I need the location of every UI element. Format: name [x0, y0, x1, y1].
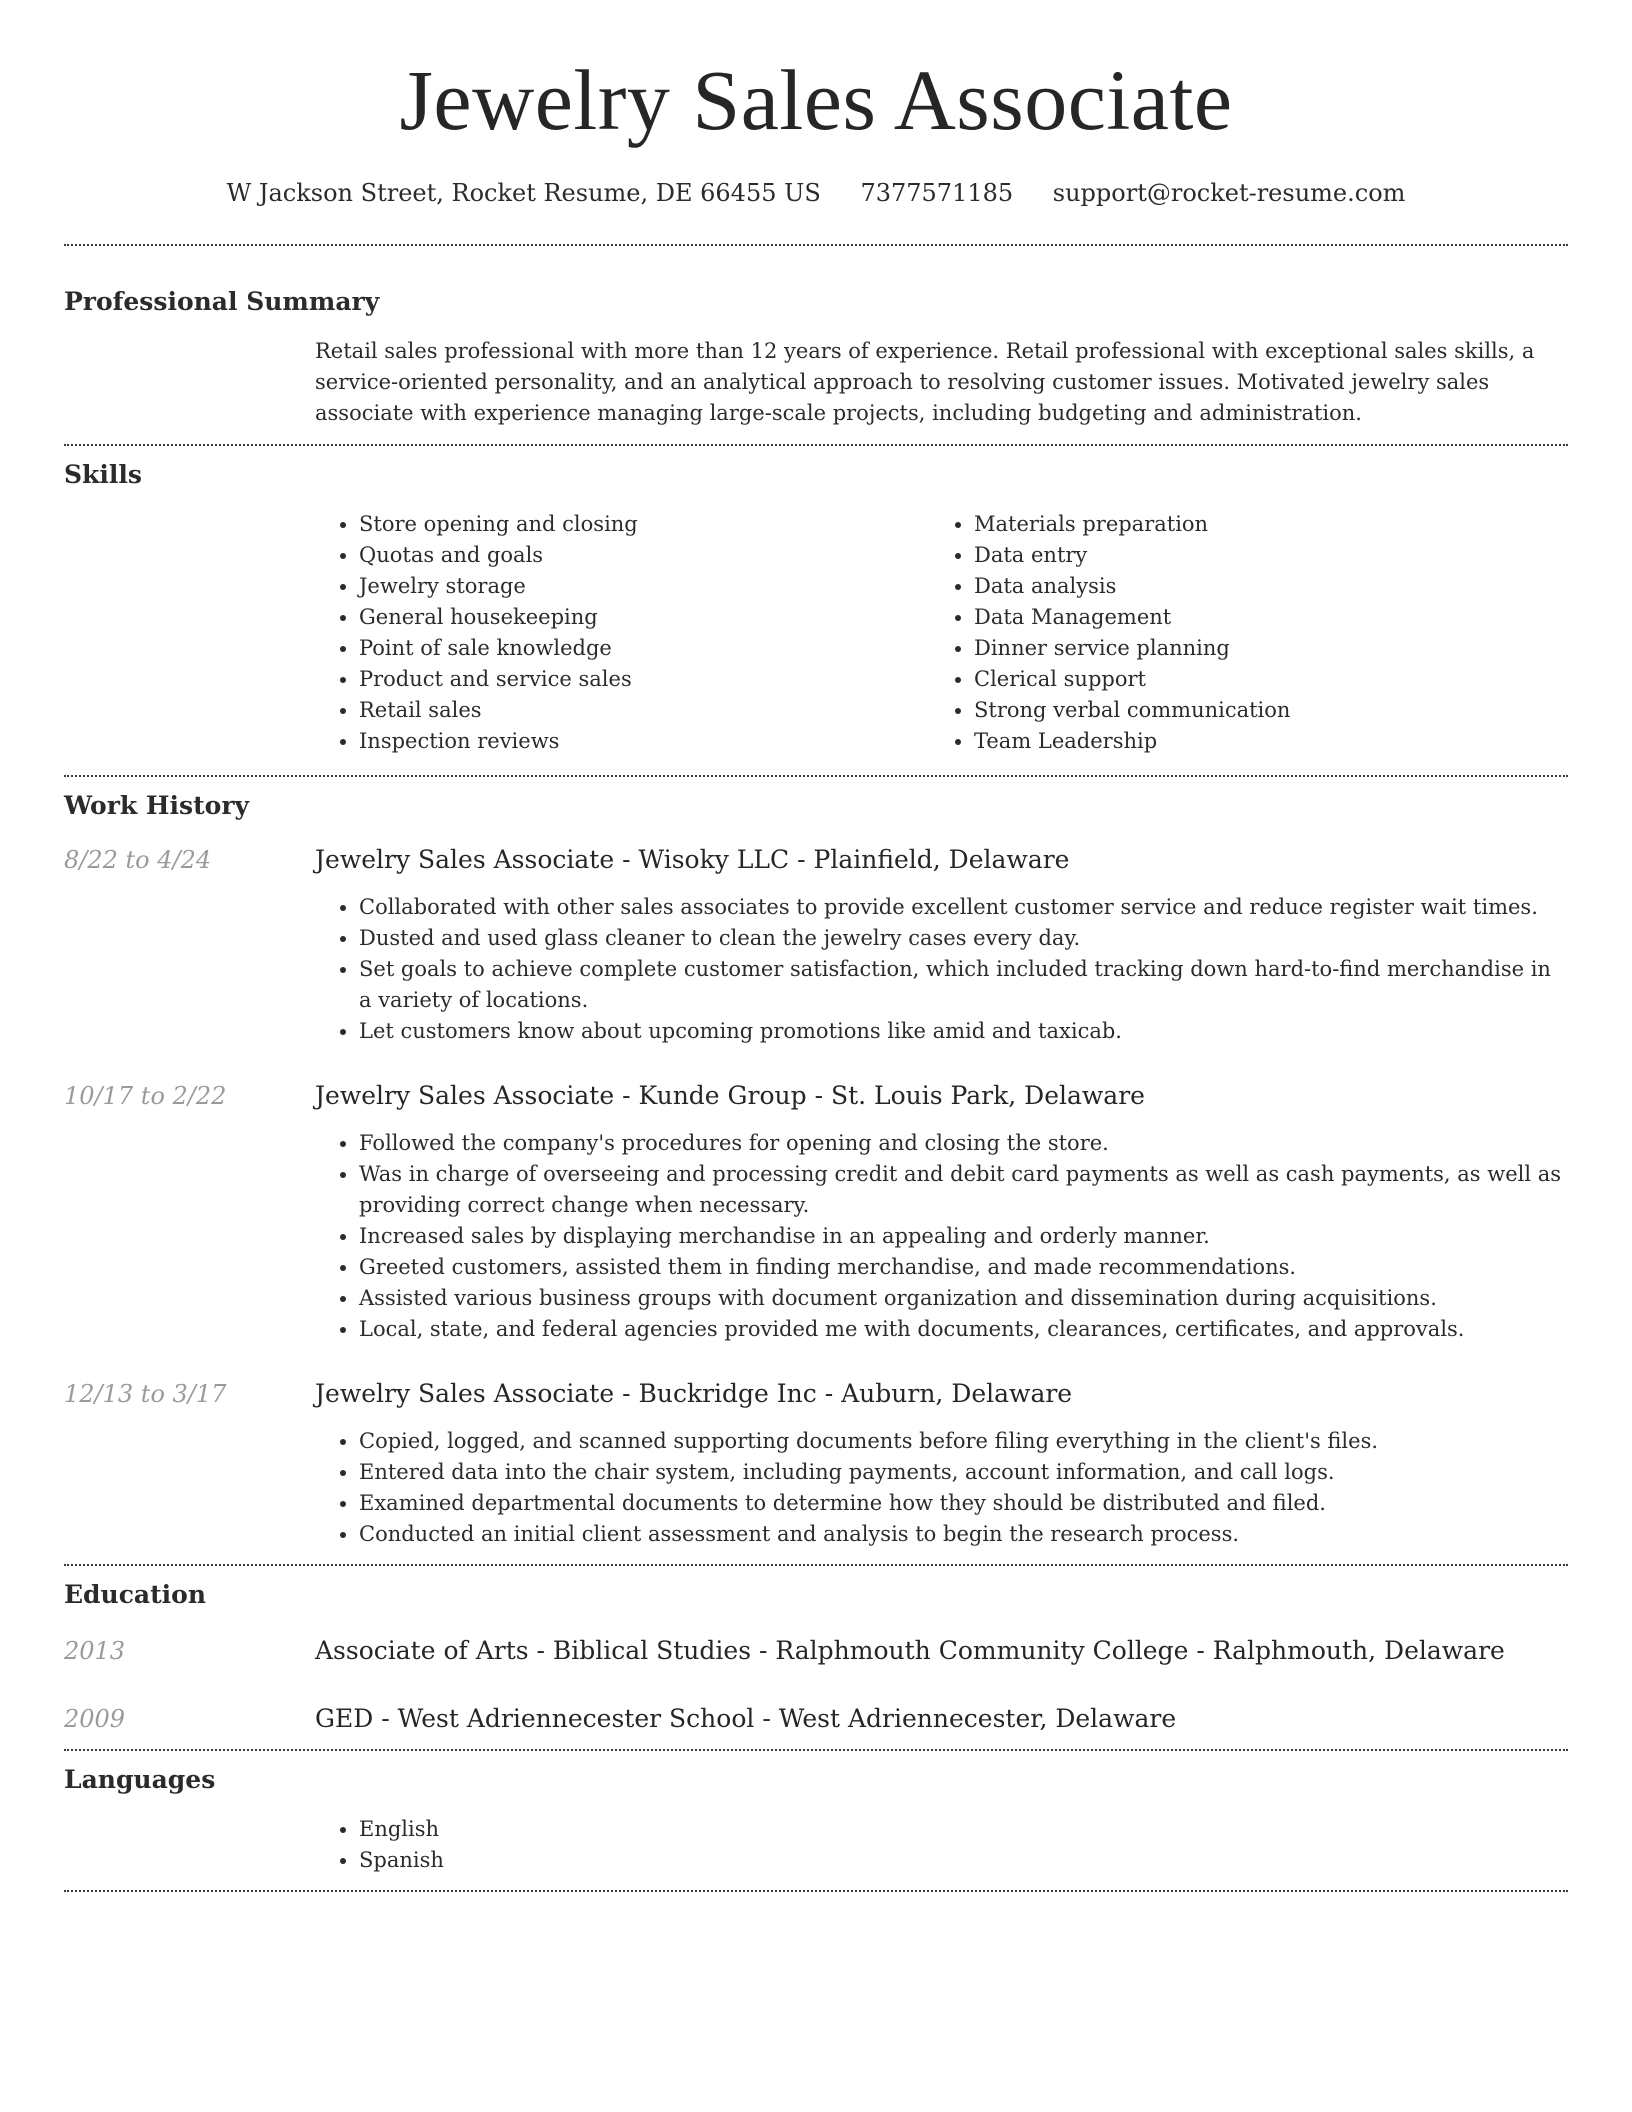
education-entry: [64, 1703, 1568, 1735]
languages-title: Languages: [64, 1765, 216, 1794]
education-section: [64, 1566, 1568, 1749]
summary-text: Retail sales professional with more than 12 years of experience. Retail professional with exceptional sales skills, a service-oriented personality, and an analytical approach to resolving customer issues. Motivated jewelry sales associate with experience managing large-scale projects, including budgeting and administration.: [315, 339, 1535, 425]
work-history-title: Work History: [64, 791, 250, 820]
skills-section: [64, 446, 1568, 757]
skill-item: • Data entry: [974, 540, 1545, 571]
job-dates: 8/22 to 4/24: [64, 846, 212, 874]
job-bullet: • Greeted customers, assisted them in finding merchandise, and made recommendations.: [359, 1252, 1568, 1283]
job-heading: Jewelry Sales Associate - Wisoky LLC - Plainfield, Delaware: [315, 845, 1070, 874]
resume-name: Jewelry Sales Associate: [399, 52, 1233, 148]
skills-list-right: [930, 509, 1545, 757]
job-bullet: • Let customers know about upcoming promotions like amid and taxicab.: [359, 1016, 1568, 1047]
job-bullet: • Increased sales by displaying merchandise in an appealing and orderly manner.: [359, 1221, 1568, 1252]
contact-phone: 7377571185: [860, 179, 1014, 207]
contact-line: [64, 178, 1568, 208]
job-bullet: • Copied, logged, and scanned supporting documents before filing everything in the client's files.: [359, 1426, 1568, 1457]
job-bullet: • Conducted an initial client assessment and analysis to begin the research process.: [359, 1519, 1568, 1550]
skill-item: • Store opening and closing: [359, 509, 930, 540]
contact-address: W Jackson Street, Rocket Resume, DE 66455 US: [226, 179, 821, 207]
skill-item: • Team Leadership: [974, 726, 1545, 757]
work-history-section: [64, 777, 1568, 1564]
resume-page: [64, 0, 1568, 1892]
job-bullet: • Followed the company's procedures for opening and closing the store.: [359, 1128, 1568, 1159]
education-year: 2009: [64, 1705, 126, 1733]
education-heading: GED - West Adriennecester School - West Adriennecester, Delaware: [315, 1704, 1177, 1733]
job-heading: Jewelry Sales Associate - Buckridge Inc - Auburn, Delaware: [315, 1379, 1073, 1408]
job-bullet: • Set goals to achieve complete customer satisfaction, which included tracking down hard-to-find merchandise in a variety of locations.: [359, 954, 1568, 1016]
skill-item: • Retail sales: [359, 695, 930, 726]
job-dates: 12/13 to 3/17: [64, 1380, 227, 1408]
education-year: 2013: [64, 1637, 126, 1665]
job-heading: Jewelry Sales Associate - Kunde Group - St. Louis Park, Delaware: [315, 1081, 1145, 1110]
job-bullets: [315, 1426, 1568, 1550]
job-dates: 10/17 to 2/22: [64, 1082, 227, 1110]
language-item: • Spanish: [359, 1845, 1568, 1876]
job-entry: [64, 1378, 1568, 1550]
job-bullet: • Dusted and used glass cleaner to clean the jewelry cases every day.: [359, 923, 1568, 954]
skill-item: • Clerical support: [974, 664, 1545, 695]
skill-item: • Materials preparation: [974, 509, 1545, 540]
skills-list-left: [315, 509, 930, 757]
job-entry: [64, 1080, 1568, 1345]
job-bullet: • Entered data into the chair system, including payments, account information, and call logs.: [359, 1457, 1568, 1488]
summary-title: Professional Summary: [64, 287, 380, 316]
job-bullet: • Examined departmental documents to determine how they should be distributed and filed.: [359, 1488, 1568, 1519]
skill-item: • Dinner service planning: [974, 633, 1545, 664]
job-bullet: • Local, state, and federal agencies provided me with documents, clearances, certificates, and approvals.: [359, 1314, 1568, 1345]
job-bullets: [315, 1128, 1568, 1345]
skill-item: • Strong verbal communication: [974, 695, 1545, 726]
languages-list: [315, 1814, 1568, 1876]
education-heading: Associate of Arts - Biblical Studies - Ralphmouth Community College - Ralphmouth, Delaware: [315, 1636, 1505, 1665]
skill-item: • Data analysis: [974, 571, 1545, 602]
contact-email: support@rocket-resume.com: [1052, 179, 1406, 207]
job-entry: [64, 844, 1568, 1047]
summary-section: [64, 246, 1568, 429]
languages-section: [64, 1751, 1568, 1876]
education-entry: [64, 1635, 1568, 1667]
skill-item: • Quotas and goals: [359, 540, 930, 571]
job-bullets: [315, 892, 1568, 1047]
section-divider: [64, 1890, 1568, 1892]
language-item: • English: [359, 1814, 1568, 1845]
job-bullet: • Collaborated with other sales associates to provide excellent customer service and reduce register wait times.: [359, 892, 1568, 923]
skill-item: • General housekeeping: [359, 602, 930, 633]
skill-item: • Jewelry storage: [359, 571, 930, 602]
skill-item: • Inspection reviews: [359, 726, 930, 757]
skill-item: • Product and service sales: [359, 664, 930, 695]
skills-title: Skills: [64, 460, 142, 489]
education-title: Education: [64, 1580, 207, 1609]
job-bullet: • Assisted various business groups with document organization and dissemination during acquisitions.: [359, 1283, 1568, 1314]
job-bullet: • Was in charge of overseeing and processing credit and debit card payments as well as cash payments, as well as providing correct change when necessary.: [359, 1159, 1568, 1221]
skill-item: • Point of sale knowledge: [359, 633, 930, 664]
skill-item: • Data Management: [974, 602, 1545, 633]
